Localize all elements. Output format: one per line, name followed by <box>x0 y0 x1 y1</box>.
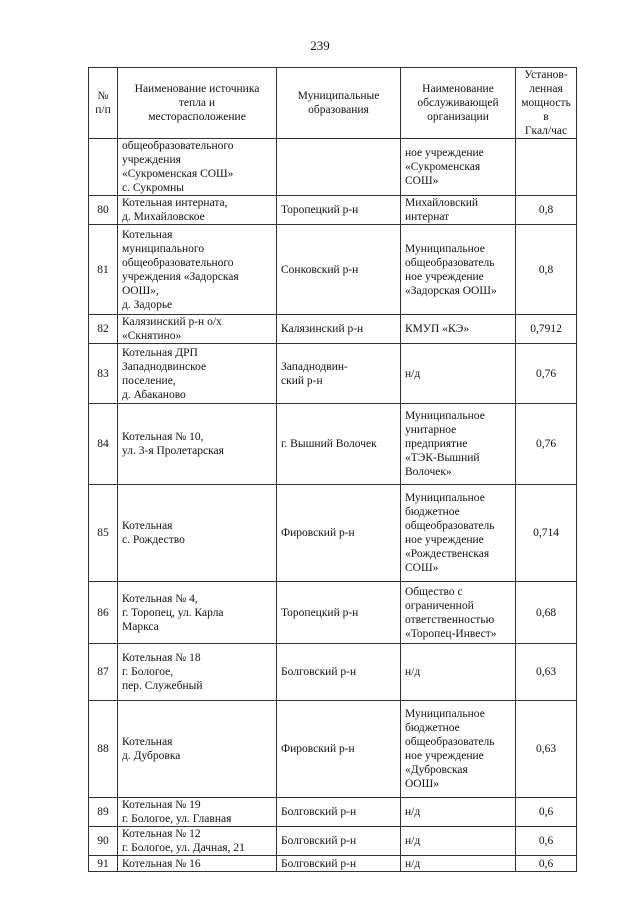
organization: Муниципальное унитарное предприятие «ТЭК-Вышний Волочек» <box>401 404 516 485</box>
row-number: 90 <box>89 827 118 856</box>
table-header-row <box>89 68 577 139</box>
table-row <box>89 315 577 344</box>
header-organization: Наименование обслуживающей организации <box>401 68 516 139</box>
table-row <box>89 344 577 404</box>
source-name: Котельная д. Дубровка <box>118 701 277 798</box>
organization: н/д <box>401 856 516 872</box>
source-name: Котельная № 10, ул. 3-я Пролетарская <box>118 404 277 485</box>
municipality: Болговский р-н <box>277 827 401 856</box>
table-row <box>89 582 577 644</box>
capacity: 0,7912 <box>516 315 577 344</box>
municipality: Торопецкий р-н <box>277 196 401 225</box>
row-number: 83 <box>89 344 118 404</box>
row-number: 81 <box>89 225 118 315</box>
header-source: Наименование источника тепла и месторасположение <box>118 68 277 139</box>
organization: КМУП «КЭ» <box>401 315 516 344</box>
capacity: 0,8 <box>516 225 577 315</box>
municipality: Болговский р-н <box>277 798 401 827</box>
capacity <box>516 139 577 196</box>
organization: ное учреждение «Сукроменская СОШ» <box>401 139 516 196</box>
source-name: Котельная интерната, д. Михайловское <box>118 196 277 225</box>
row-number: 87 <box>89 644 118 701</box>
organization: н/д <box>401 644 516 701</box>
capacity: 0,8 <box>516 196 577 225</box>
row-number: 85 <box>89 485 118 582</box>
source-name: Котельная с. Рождество <box>118 485 277 582</box>
table-row <box>89 856 577 872</box>
source-name: Котельная № 18 г. Бологое, пер. Служебный <box>118 644 277 701</box>
source-name: общеобразовательного учреждения «Сукроменская СОШ» с. Сукромны <box>118 139 277 196</box>
header-number: № п/п <box>89 68 118 139</box>
row-number: 80 <box>89 196 118 225</box>
capacity: 0,714 <box>516 485 577 582</box>
table-row <box>89 139 577 196</box>
row-number: 86 <box>89 582 118 644</box>
municipality: Болговский р-н <box>277 856 401 872</box>
organization: Муниципальное общеобразователь ное учреждение «Задорская ООШ» <box>401 225 516 315</box>
header-municipality: Муниципальные образования <box>277 68 401 139</box>
municipality: Фировский р-н <box>277 485 401 582</box>
organization: Муниципальное бюджетное общеобразователь ное учреждение «Рождественская СОШ» <box>401 485 516 582</box>
row-number <box>89 139 118 196</box>
table-row <box>89 644 577 701</box>
table-body <box>89 139 577 872</box>
capacity: 0,6 <box>516 798 577 827</box>
capacity: 0,6 <box>516 856 577 872</box>
capacity: 0,68 <box>516 582 577 644</box>
municipality: Калязинский р-н <box>277 315 401 344</box>
table-row <box>89 196 577 225</box>
table-row <box>89 798 577 827</box>
municipality: Западнодвин- ский р-н <box>277 344 401 404</box>
source-name: Котельная муниципального общеобразовательного учреждения «Задорская ООШ», д. Задорье <box>118 225 277 315</box>
organization: Михайловский интернат <box>401 196 516 225</box>
municipality: Болговский р-н <box>277 644 401 701</box>
row-number: 91 <box>89 856 118 872</box>
table-row <box>89 225 577 315</box>
capacity: 0,63 <box>516 644 577 701</box>
organization: н/д <box>401 827 516 856</box>
row-number: 84 <box>89 404 118 485</box>
header-capacity: Установ- ленная мощность в Гкал/час <box>516 68 577 139</box>
capacity: 0,76 <box>516 404 577 485</box>
capacity: 0,6 <box>516 827 577 856</box>
capacity: 0,63 <box>516 701 577 798</box>
capacity: 0,76 <box>516 344 577 404</box>
source-name: Котельная № 12 г. Бологое, ул. Дачная, 21 <box>118 827 277 856</box>
table-row <box>89 485 577 582</box>
organization: н/д <box>401 798 516 827</box>
municipality: г. Вышний Волочек <box>277 404 401 485</box>
municipality: Сонковский р-н <box>277 225 401 315</box>
organization: н/д <box>401 344 516 404</box>
source-name: Котельная № 19 г. Бологое, ул. Главная <box>118 798 277 827</box>
table-row <box>89 701 577 798</box>
source-name: Калязинский р-н о/х «Скнятино» <box>118 315 277 344</box>
source-name: Котельная № 4, г. Торопец, ул. Карла Маркса <box>118 582 277 644</box>
source-name: Котельная ДРП Западнодвинское поселение, д. Абаканово <box>118 344 277 404</box>
municipality: Торопецкий р-н <box>277 582 401 644</box>
row-number: 89 <box>89 798 118 827</box>
organization: Муниципальное бюджетное общеобразователь ное учреждение «Дубровская ООШ» <box>401 701 516 798</box>
municipality: Фировский р-н <box>277 701 401 798</box>
table-row <box>89 404 577 485</box>
page-number: 239 <box>310 38 330 53</box>
organization: Общество с ограниченной ответственностью «Торопец-Инвест» <box>401 582 516 644</box>
source-name: Котельная № 16 <box>118 856 277 872</box>
municipality <box>277 139 401 196</box>
table-row <box>89 827 577 856</box>
row-number: 82 <box>89 315 118 344</box>
row-number: 88 <box>89 701 118 798</box>
boiler-table <box>88 67 577 872</box>
